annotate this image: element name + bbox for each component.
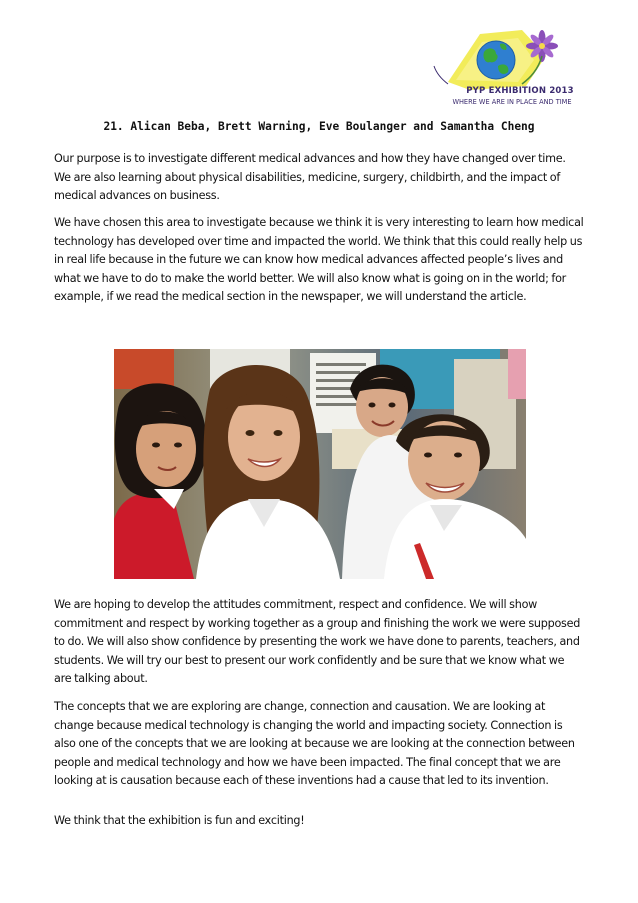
attitudes-paragraph: We are hoping to develop the attitudes commitment, respect and confidence. We will show commitment and respect by working together as a group and finishing the work we were supposed to do. We will also show confidence by presenting the work we have done to parents, teachers, and students. We will try our best to present our work confidently and be sure that we know what we are talking about.	[54, 598, 581, 686]
concepts-paragraph: The concepts that we are exploring are change, connection and causation. We are looking at change because medical technology is changing the world and impacting society. Connection is also one of the concepts that we are looking at because we are looking at the connection between people and medical technology and how we have been impacted. The final concept that we are looking at is causation because each of these inventions had a cause that led to its invention.	[54, 700, 575, 788]
group-photo-icon	[114, 349, 526, 579]
exhibition-logo	[430, 26, 580, 110]
reason-paragraph: We have chosen this area to investigate because we think it is very interesting to learn how medical technology has developed over time and impacted the world. We think that this could really help us in real life because in the future we can know how medical advances affected people’s lives and what we have to do to make the world better. We will also know what is going on in the world; for example, if we read the medical section in the newspaper, we will understand the article.	[54, 216, 584, 304]
logo-subtitle: WHERE WE ARE IN PLACE AND TIME	[452, 98, 572, 106]
group-heading: 21. Alican Beba, Brett Warning, Eve Boulanger and Samantha Cheng	[103, 120, 535, 133]
group-photo	[114, 349, 526, 579]
purpose-paragraph: Our purpose is to investigate different medical advances and how they have changed over time. We are also learning about physical disabilities, medicine, surgery, childbirth, and the impact of medical advances on business.	[54, 152, 566, 203]
closing-paragraph: We think that the exhibition is fun and exciting!	[54, 814, 305, 827]
logo-title: PYP EXHIBITION 2013	[466, 86, 574, 96]
